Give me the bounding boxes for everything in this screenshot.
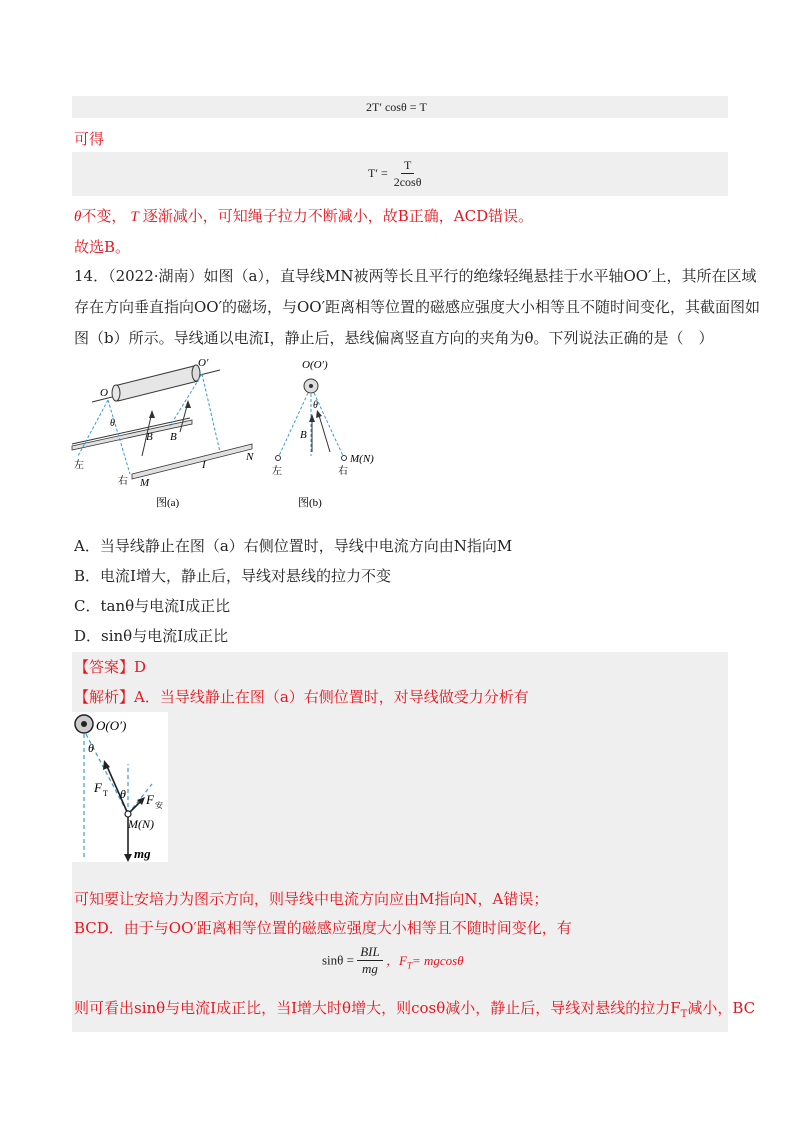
caption-a: 图(a) — [156, 497, 180, 509]
conclusion-part-a: 不变， — [81, 207, 127, 225]
question-line-3: 图（b）所示。导线通以电流I，静止后，悬线偏离竖直方向的夹角为θ。下列说法正确的是（ ） — [74, 329, 714, 347]
force-label-theta2: θ — [120, 787, 126, 801]
label-O: O — [100, 387, 108, 399]
label-B-b: B — [300, 429, 307, 441]
label-O-b: O(O′) — [302, 359, 328, 371]
explain-2: BCD．由于与OO′距离相等位置的磁感应强度大小相等且不随时间变化，有 — [74, 919, 572, 937]
label-B1: B — [146, 431, 153, 443]
eq3-num: BIL — [357, 944, 383, 961]
equation-2 — [368, 157, 424, 190]
eq3-tail-b: = mgcosθ — [411, 953, 464, 969]
force-diagram — [72, 712, 168, 862]
question-line-1: 14．（2022·湖南）如图（a），直导线MN被两等长且平行的绝缘轻绳悬挂于水平轴OO′上，其所在区域 — [74, 267, 757, 285]
figure-b — [268, 356, 378, 516]
option-d-text: sinθ与电流I成正比 — [101, 627, 229, 645]
label-M: M — [140, 477, 150, 489]
rod-cylinder — [112, 365, 200, 401]
explain-3-sub: T — [680, 1009, 688, 1020]
analysis-text: A．当导线静止在图（a）右侧位置时，对导线做受力分析有 — [134, 688, 529, 706]
option-a-letter: A． — [74, 537, 100, 555]
equation-1: 2T′ cosθ = T — [366, 100, 427, 114]
eq2-num: T — [401, 157, 414, 174]
force-label-M: M(N) — [128, 817, 154, 831]
explain-3-end: 减小，BC — [687, 999, 756, 1017]
kede-text: 可得 — [74, 130, 105, 148]
explain-1: 可知要让安培力为图示方向，则导线中电流方向应由M指向N，A错误； — [74, 890, 549, 908]
option-a-text: 当导线静止在图（a）右侧位置时，导线中电流方向由N指向M — [99, 537, 513, 555]
label-right-a: 右 — [118, 476, 128, 487]
label-O-prime: O′ — [198, 357, 209, 369]
equation-3 — [322, 944, 464, 977]
option-b-letter: B． — [74, 567, 101, 585]
question-line-2: 存在方向垂直指向OO′的磁场，与OO′距离相等位置的磁感应强度大小相等且不随时间变化，其截面图如 — [74, 298, 761, 316]
conclusion-prev — [74, 206, 533, 227]
option-c-letter: C． — [74, 597, 101, 615]
option-b-text: 电流I增大，静止后，导线对悬线的拉力不变 — [100, 567, 391, 585]
caption-b: 图(b) — [298, 497, 322, 509]
eq3-tail-a: ，F — [385, 953, 407, 969]
eq2-fraction — [391, 157, 425, 190]
eq2-den: 2cosθ — [393, 175, 422, 189]
label-theta-a: θ — [110, 418, 115, 429]
option-a[interactable] — [74, 536, 512, 556]
label-M-b: M(N) — [350, 453, 374, 465]
analysis-line — [74, 687, 529, 707]
eq2-lhs: T′ = — [368, 166, 388, 180]
conclusion-part-b: 逐渐减小，可知绳子拉力不断减小，故B正确，ACD错误。 — [142, 207, 534, 225]
explain-3-text: 则可看出sinθ与电流I成正比，当I增大时θ增大，则cosθ减小，静止后，导线对悬线的拉力F — [74, 999, 681, 1017]
option-c[interactable] — [74, 596, 230, 616]
eq3-lhs: sinθ = — [322, 952, 354, 968]
label-left-a: 左 — [74, 460, 84, 471]
label-right-b: 右 — [338, 466, 348, 477]
eq3-den: mg — [362, 961, 378, 976]
conclusion-theta: θ — [74, 209, 82, 225]
choose-prev: 故选B。 — [74, 238, 131, 256]
label-B2: B — [170, 431, 177, 443]
eq3-fraction — [357, 944, 383, 977]
label-I: I — [202, 459, 206, 471]
option-b[interactable] — [74, 566, 391, 586]
label-left-b: 左 — [272, 466, 282, 477]
figure-a — [70, 356, 270, 516]
force-label-Fan: F — [146, 792, 154, 807]
conclusion-t: T — [130, 209, 139, 225]
label-N: N — [246, 451, 254, 463]
answer-label: 【答案】 — [74, 658, 135, 676]
analysis-label: 【解析】 — [74, 688, 135, 706]
force-label-mg: mg — [134, 846, 151, 861]
answer-line — [74, 657, 146, 677]
eq3-tail — [385, 953, 464, 971]
force-label-FT-sub: T — [103, 789, 108, 798]
force-label-FT: F — [94, 780, 102, 795]
force-label-O: O(O′) — [96, 718, 127, 733]
explain-3 — [74, 998, 755, 1025]
force-label-Fan-sub: 安 — [155, 801, 163, 810]
force-label-theta1: θ — [88, 741, 94, 755]
eq3-tail-sub: T — [406, 960, 412, 971]
option-c-text: tanθ与电流I成正比 — [100, 597, 231, 615]
option-d[interactable] — [74, 626, 228, 646]
answer-value: D — [134, 658, 147, 676]
option-d-letter: D． — [74, 627, 102, 645]
label-theta-b: θ — [313, 400, 318, 411]
